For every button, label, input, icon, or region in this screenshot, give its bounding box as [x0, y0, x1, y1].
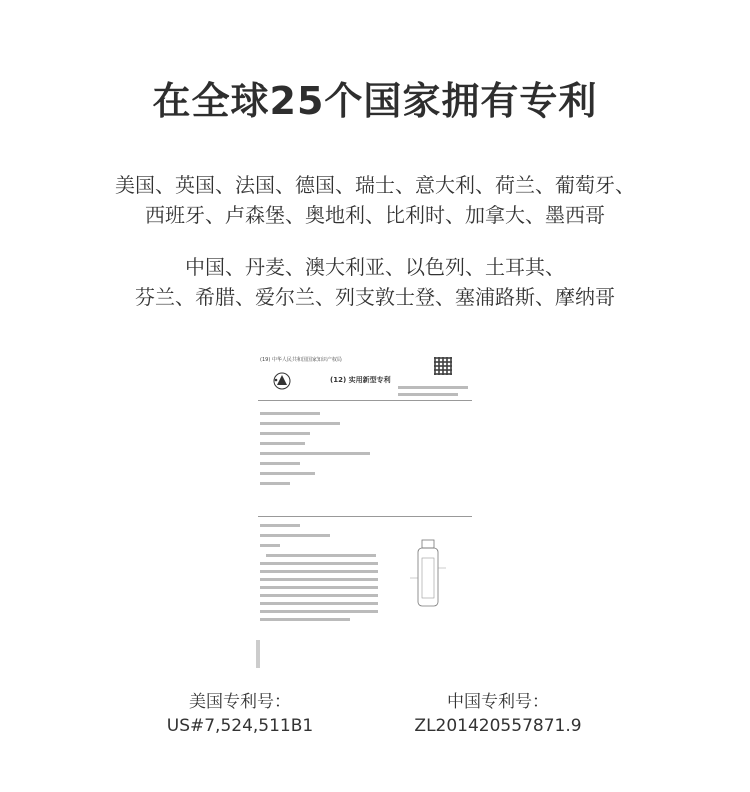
page-edge-mark — [256, 640, 260, 668]
device-drawing-icon — [406, 538, 450, 618]
country-list-group-2 — [0, 252, 750, 312]
cn-patent-label: 中国专利号： — [447, 692, 549, 712]
country-line: 美国、英国、法国、德国、瑞士、意大利、荷兰、葡萄牙、 — [115, 173, 635, 197]
patent-type: (12) 实用新型专利 — [330, 376, 391, 384]
us-patent-number: US#7,524,511B1 — [166, 716, 314, 736]
patent-office-header: (19) 中华人民共和国国家知识产权局 — [260, 357, 342, 363]
us-patent-label: 美国专利号： — [189, 692, 291, 712]
country-list-group-1 — [0, 170, 750, 230]
country-line: 芬兰、希腊、爱尔兰、列支敦士登、塞浦路斯、摩纳哥 — [135, 285, 615, 309]
country-line: 西班牙、卢森堡、奥地利、比利时、加拿大、墨西哥 — [145, 203, 605, 227]
qr-code-icon — [434, 357, 452, 375]
us-patent — [110, 690, 370, 738]
page-title: 在全球25个国家拥有专利 — [152, 79, 598, 123]
country-line: 中国、丹麦、澳大利亚、以色列、土耳其、 — [185, 255, 565, 279]
patent-meta-block — [398, 384, 468, 396]
divider — [258, 400, 472, 401]
divider — [258, 516, 472, 517]
patent-certificate-image — [258, 354, 488, 664]
cn-patent — [368, 690, 628, 738]
cn-patent-number: ZL201420557871.9 — [414, 716, 582, 736]
patent-office-logo-icon — [272, 371, 292, 391]
